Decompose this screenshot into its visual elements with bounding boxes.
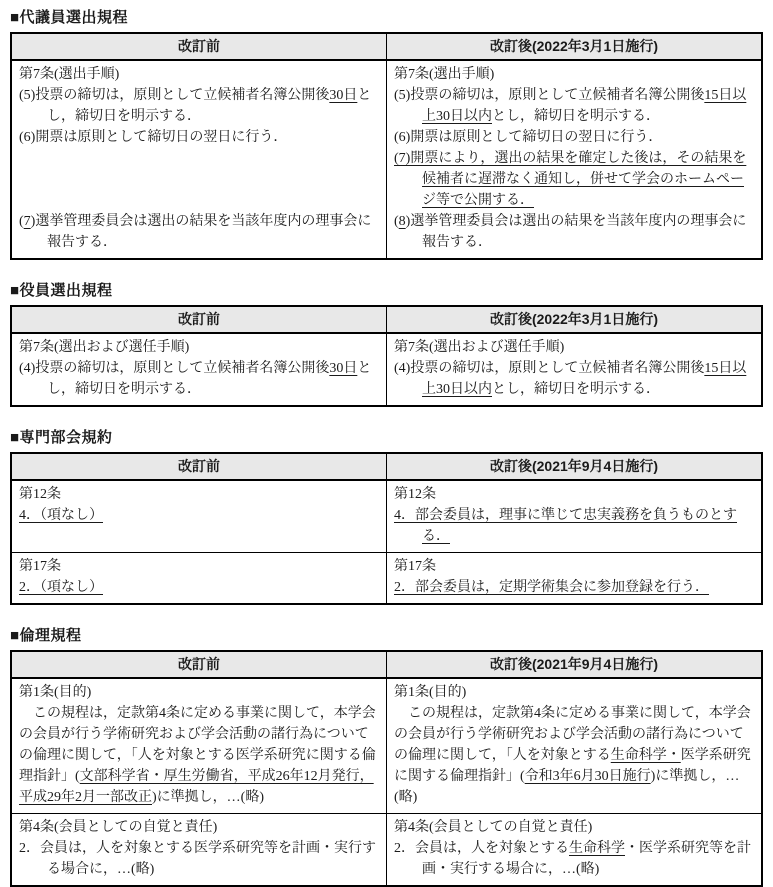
- column-header-after: 改訂後(2021年9月4日施行): [387, 453, 763, 480]
- revised-text-underlined: 生命科学: [569, 841, 625, 856]
- text-run: 第12条: [394, 487, 436, 502]
- header-row: [11, 651, 762, 678]
- text-run: )選挙管理委員会は選出の結果を当該年度内の理事会に報告する．: [405, 214, 747, 250]
- text-run: )選挙管理委員会は選出の結果を当該年度内の理事会に報告する．: [30, 214, 372, 250]
- paragraph: [19, 556, 379, 577]
- column-header-before: 改訂前: [11, 453, 387, 480]
- paragraph: [19, 577, 379, 598]
- text-run: 第17条: [19, 559, 61, 574]
- revised-text-underlined: 文部科学省・厚生労働省，平成26年12月発行，平成29年2月一部改正: [19, 769, 374, 805]
- revised-text-underlined: 2．（項なし）: [19, 580, 103, 595]
- text-run: 第1条(目的): [394, 685, 467, 700]
- cell-after: [387, 60, 763, 259]
- text-run: 第1条(目的): [19, 685, 92, 700]
- paragraph: [394, 682, 754, 703]
- text-run: 第4条(会員としての自覚と責任): [394, 820, 593, 835]
- paragraph: [19, 337, 379, 358]
- paragraph: [394, 577, 754, 598]
- text-run: とし，締切日を明示する．: [47, 88, 372, 124]
- revised-text-underlined: (7)開票により，選出の結果を確定した後は，その結果を候補者に遅滞なく通知し，併せて学会のホームページ等で公開する．: [394, 151, 747, 208]
- text-run: 第7条(選出および選任手順): [19, 340, 190, 355]
- paragraph: [19, 211, 379, 253]
- revised-text-underlined: 2．部会委員は，定期学術集会に参加登録を行う．: [394, 580, 709, 595]
- table-row: [11, 814, 762, 887]
- text-run: 第7条(選出および選任手順): [394, 340, 565, 355]
- section-title: ■代議員選出規程: [10, 9, 129, 26]
- column-header-before: 改訂前: [11, 306, 387, 333]
- paragraph: [394, 85, 754, 127]
- text-run: (4)投票の締切は，原則として立候補者名簿公開後: [394, 361, 705, 376]
- section-daigiin-senshutsu-kitei: [10, 8, 763, 260]
- paragraph: [394, 358, 754, 400]
- text-run: 第7条(選出手順): [394, 67, 495, 82]
- text-run: 医学系研究に関する倫理指針」(: [394, 748, 751, 784]
- text-run: 2．会員は，人を対象とする: [394, 841, 569, 856]
- text-run: (: [394, 214, 399, 229]
- revised-text-underlined: 4．部会委員は，理事に準じて忠実義務を負うものとする．: [394, 508, 737, 544]
- revised-text-underlined: 30日: [329, 361, 358, 376]
- paragraph-spacer: [19, 148, 379, 211]
- revision-table: [10, 650, 763, 887]
- table-row: [11, 60, 762, 259]
- cell-before: [11, 60, 387, 259]
- text-run: (5)投票の締切は，原則として立候補者名簿公開後: [394, 88, 705, 103]
- text-run: )に準拠し，…(略): [394, 769, 740, 805]
- section-title: ■倫理規程: [10, 627, 82, 644]
- paragraph: [394, 148, 754, 211]
- table-row: [11, 678, 762, 814]
- cell-after: [387, 814, 763, 887]
- paragraph: [394, 556, 754, 577]
- paragraph: [19, 505, 379, 526]
- paragraph: [394, 64, 754, 85]
- section-yakuin-senshutsu-kitei: [10, 281, 763, 407]
- cell-before: [11, 678, 387, 814]
- column-header-before: 改訂前: [11, 651, 387, 678]
- paragraph: [19, 127, 379, 148]
- revised-text-underlined: 令和3年6月30日施行: [524, 769, 651, 784]
- text-run: 第17条: [394, 559, 436, 574]
- revised-text-underlined: 7: [23, 214, 31, 229]
- cell-before: [11, 480, 387, 553]
- section-title: ■役員選出規程: [10, 282, 113, 299]
- paragraph: [394, 703, 754, 808]
- text-run: この規程は，定款第4条に定める事業に関して，本学会の会員が行う学術研究および学会活動の諸行為についての倫理に関して，「人を対象とする: [394, 706, 751, 763]
- column-header-before: 改訂前: [11, 33, 387, 60]
- text-run: とし，締切日を明示する．: [492, 382, 660, 397]
- text-run: 第12条: [19, 487, 61, 502]
- revision-table: [10, 452, 763, 605]
- column-header-after: 改訂後(2022年3月1日施行): [387, 33, 763, 60]
- paragraph: [19, 484, 379, 505]
- revised-text-underlined: 30日: [329, 88, 358, 103]
- section-senmon-bukai-kiyaku: [10, 428, 763, 605]
- paragraph: [19, 358, 379, 400]
- text-run: )に準拠し，…(略): [152, 790, 264, 805]
- revision-table: [10, 305, 763, 407]
- paragraph: [394, 505, 754, 547]
- paragraph: [19, 817, 379, 838]
- paragraph: [19, 64, 379, 85]
- revised-text-underlined: 15日以上30日以内: [422, 88, 747, 124]
- cell-after: [387, 678, 763, 814]
- paragraph: [19, 85, 379, 127]
- text-run: この規程は，定款第4条に定める事業に関して，本学会の会員が行う学術研究および学会活動の諸行為についての倫理に関して，「人を対象とする医学系研究に関する倫理指針」(: [19, 706, 376, 784]
- header-row: [11, 306, 762, 333]
- text-run: とし，締切日を明示する．: [47, 361, 372, 397]
- cell-after: [387, 553, 763, 605]
- text-run: (6)開票は原則として締切日の翌日に行う．: [394, 130, 663, 145]
- cell-before: [11, 814, 387, 887]
- table-row: [11, 480, 762, 553]
- paragraph: [394, 127, 754, 148]
- paragraph: [19, 838, 379, 880]
- text-run: (: [19, 214, 24, 229]
- revised-text-underlined: 4．（項なし）: [19, 508, 103, 523]
- section-title: ■専門部会規約: [10, 429, 113, 446]
- text-run: (5)投票の締切は，原則として立候補者名簿公開後: [19, 88, 330, 103]
- text-run: とし，締切日を明示する．: [492, 109, 660, 124]
- cell-before: [11, 553, 387, 605]
- revision-table: [10, 32, 763, 260]
- revised-text-underlined: 15日以上30日以内: [422, 361, 747, 397]
- header-row: [11, 453, 762, 480]
- paragraph: [19, 703, 379, 808]
- paragraph: [394, 838, 754, 880]
- paragraph: [394, 337, 754, 358]
- paragraph: [394, 211, 754, 253]
- paragraph: [394, 817, 754, 838]
- header-row: [11, 33, 762, 60]
- section-rinri-kitei: [10, 626, 763, 887]
- cell-after: [387, 333, 763, 406]
- cell-before: [11, 333, 387, 406]
- revised-text-underlined: 8: [398, 214, 406, 229]
- table-row: [11, 553, 762, 605]
- text-run: 第7条(選出手順): [19, 67, 120, 82]
- column-header-after: 改訂後(2022年3月1日施行): [387, 306, 763, 333]
- text-run: 第4条(会員としての自覚と責任): [19, 820, 218, 835]
- paragraph: [394, 484, 754, 505]
- text-run: (4)投票の締切は，原則として立候補者名簿公開後: [19, 361, 330, 376]
- text-run: (6)開票は原則として締切日の翌日に行う．: [19, 130, 288, 145]
- column-header-after: 改訂後(2021年9月4日施行): [387, 651, 763, 678]
- paragraph: [19, 682, 379, 703]
- table-row: [11, 333, 762, 406]
- text-run: 2．会員は，人を対象とする医学系研究等を計画・実行する場合に，…(略): [19, 841, 376, 877]
- revised-text-underlined: 生命科学・: [610, 748, 681, 763]
- cell-after: [387, 480, 763, 553]
- text-run: ・医学系研究等を計画・実行する場合に，…(略): [422, 841, 751, 877]
